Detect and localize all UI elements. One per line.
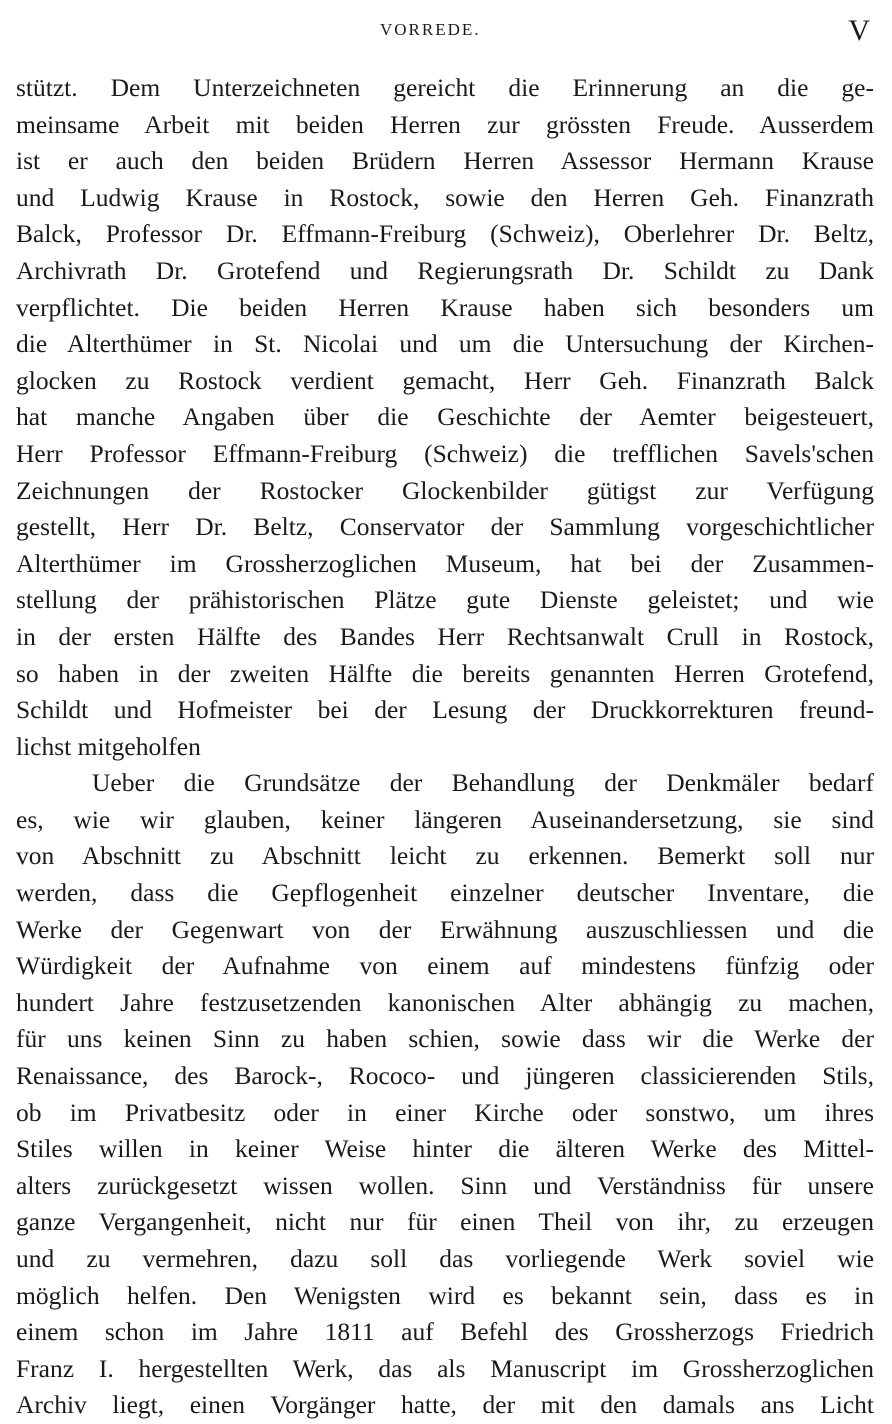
text-line: die Alterthümer in St. Nicolai und um die Untersuchung der Kirchen- bbox=[16, 329, 874, 359]
text-line: gestellt, Herr Dr. Beltz, Conservator der Sammlung vorgeschichtlicher bbox=[16, 512, 874, 542]
text-line: werden, dass die Gepflogenheit einzelner deutscher Inventare, die bbox=[16, 878, 874, 908]
text-line: es, wie wir glauben, keiner längeren Auseinandersetzung, sie sind bbox=[16, 804, 874, 834]
text-line: Würdigkeit der Aufnahme von einem auf mindestens fünfzig oder bbox=[16, 951, 874, 981]
text-line: glocken zu Rostock verdient gemacht, Herr Geh. Finanzrath Balck bbox=[16, 365, 874, 395]
text-line: so haben in der zweiten Hälfte die bereits genannten Herren Grotefend, bbox=[16, 658, 874, 688]
text-line: Alterthümer im Grossherzoglichen Museum, hat bei der Zusammen- bbox=[16, 548, 874, 578]
text-line: für uns keinen Sinn zu haben schien, sowie dass wir die Werke der bbox=[16, 1024, 874, 1054]
text-line: Archiv liegt, einen Vorgänger hatte, der mit den damals ans Licht bbox=[16, 1390, 874, 1420]
text-line: Ueber die Grundsätze der Behandlung der Denkmäler bedarf bbox=[92, 768, 874, 798]
text-line: meinsame Arbeit mit beiden Herren zur grössten Freude. Ausserdem bbox=[16, 109, 874, 139]
text-line: Werke der Gegenwart von der Erwähnung auszuschliessen und die bbox=[16, 914, 874, 944]
text-line: Renaissance, des Barock-, Rococo- und jüngeren classicierenden Stils, bbox=[16, 1061, 874, 1091]
text-line: lichst mitgeholfen bbox=[16, 731, 201, 761]
text-line: von Abschnitt zu Abschnitt leicht zu erkennen. Bemerkt soll nur bbox=[16, 841, 874, 871]
text-line: einem schon im Jahre 1811 auf Befehl des Grossherzogs Friedrich bbox=[16, 1317, 874, 1347]
text-line: stellung der prähistorischen Plätze gute Dienste geleistet; und wie bbox=[16, 585, 874, 615]
text-line: Zeichnungen der Rostocker Glockenbilder gütigst zur Verfügung bbox=[16, 475, 874, 505]
running-head: VORREDE. bbox=[380, 20, 481, 39]
text-line: Schildt und Hofmeister bei der Lesung der Druckkorrekturen freund- bbox=[16, 695, 874, 725]
text-line: möglich helfen. Den Wenigsten wird es bekannt sein, dass es in bbox=[16, 1280, 874, 1310]
text-line: hat manche Angaben über die Geschichte der Aemter beigesteuert, bbox=[16, 402, 874, 432]
text-line: Balck, Professor Dr. Effmann-Freiburg (Schweiz), Oberlehrer Dr. Beltz, bbox=[16, 219, 874, 249]
text-line: Franz I. hergestellten Werk, das als Manuscript im Grossherzoglichen bbox=[16, 1353, 874, 1383]
text-line: ist er auch den beiden Brüdern Herren Assessor Hermann Krause bbox=[16, 146, 874, 176]
text-line: Stiles willen in keiner Weise hinter die älteren Werke des Mittel- bbox=[16, 1134, 874, 1164]
text-line: und zu vermehren, dazu soll das vorliegende Werk soviel wie bbox=[16, 1244, 874, 1273]
page-number: V bbox=[848, 14, 870, 47]
text-line: stützt. Dem Unterzeichneten gereicht die Erinnerung an die ge- bbox=[16, 73, 874, 102]
text-line: in der ersten Hälfte des Bandes Herr Rechtsanwalt Crull in Rostock, bbox=[16, 621, 874, 651]
body-text bbox=[16, 70, 874, 1424]
text-line: Herr Professor Effmann-Freiburg (Schweiz) die trefflichen Savels'schen bbox=[16, 438, 874, 468]
text-line: ob im Privatbesitz oder in einer Kirche oder sonstwo, um ihres bbox=[16, 1097, 874, 1127]
text-line: ganze Vergangenheit, nicht nur für einen Theil von ihr, zu erzeugen bbox=[16, 1207, 874, 1237]
text-line: und Ludwig Krause in Rostock, sowie den Herren Geh. Finanzrath bbox=[16, 182, 874, 212]
text-line: alters zurückgesetzt wissen wollen. Sinn und Verständniss für unsere bbox=[16, 1170, 874, 1200]
page-header bbox=[0, 14, 892, 54]
text-line: Archivrath Dr. Grotefend und Regierungsrath Dr. Schildt zu Dank bbox=[16, 255, 874, 285]
text-line: hundert Jahre festzusetzenden kanonischen Alter abhängig zu machen, bbox=[16, 987, 874, 1017]
text-line: verpflichtet. Die beiden Herren Krause haben sich besonders um bbox=[16, 292, 874, 322]
